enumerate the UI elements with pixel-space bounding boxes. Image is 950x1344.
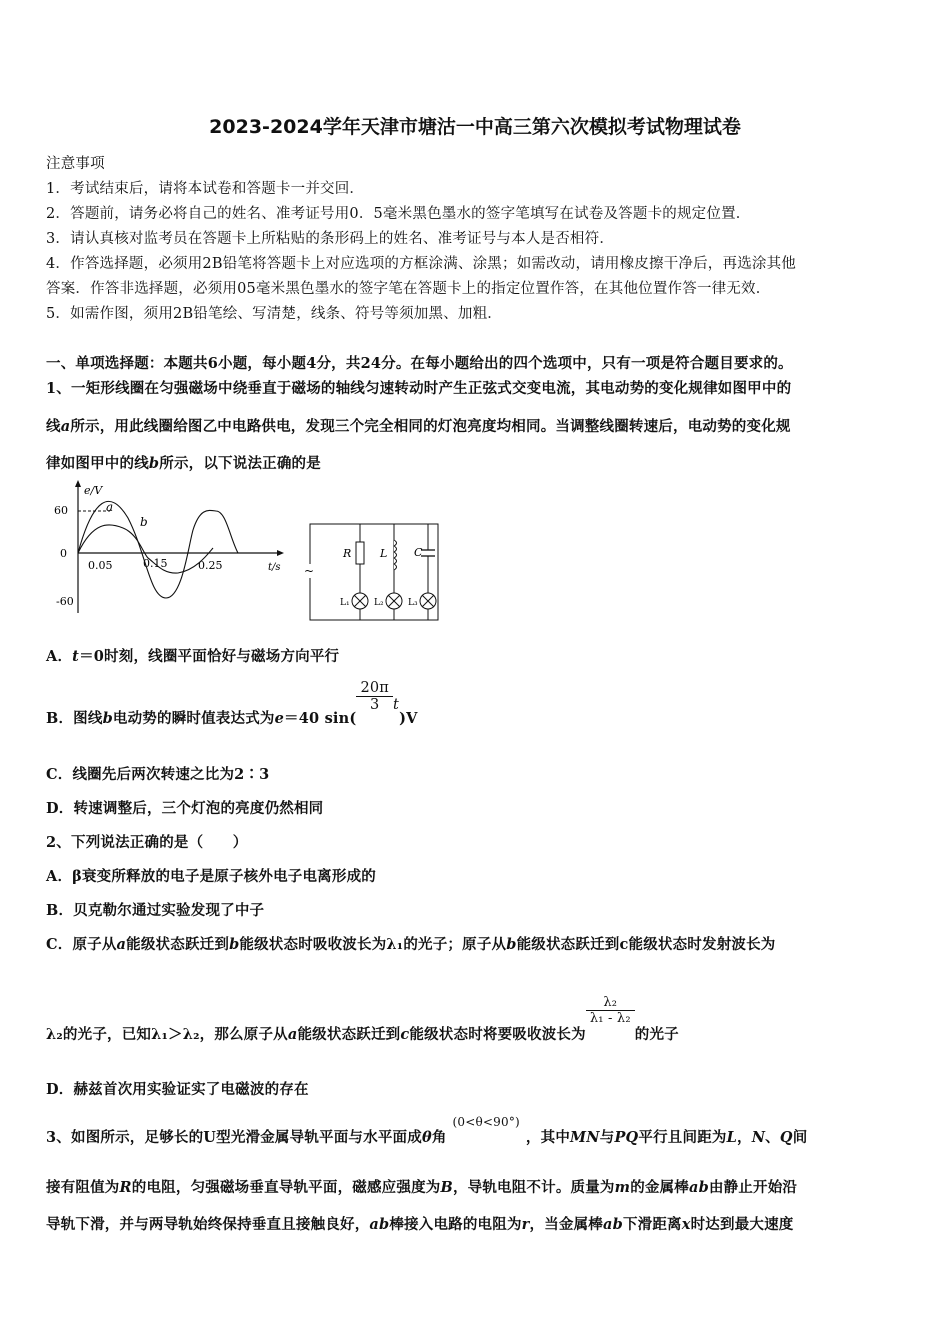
notice-item-2: 2．答题前，请务必将自己的姓名、准考证号用0．5毫米黑色墨水的签字笔填写在试卷及答题卡的规定位置． [46,206,751,222]
inductor-label: L [380,547,388,560]
q2-option-c-line-2: λ₂的光子，已知λ₁＞λ₂，那么原子从a能级状态跃迁到c能级状态时将要吸收波长为 $\frac{\text{λ₂}}{\text{λ₁ - λ₂}}$ 的光子 [46,995,679,1043]
notice-item-4-cont: 答案．作答非选择题，必须用05毫米黑色墨水的签字笔在答题卡上的指定位置作答，在其他位置作答一律无效． [46,281,771,297]
y-tick-60: 60 [54,504,68,517]
q1-line-2: 线a所示，用此线圈给图乙中电路供电，发现三个完全相同的灯泡亮度均相同。当调整线圈转速后，电动势的变化规 [46,418,791,435]
q1-option-c: C．线圈先后两次转速之比为2∶3 [46,766,270,783]
capacitor-gap [422,550,434,556]
notice-item-4: 4．作答选择题，必须用2B铅笔将答题卡上对应选项的方框涂满、涂黑；如需改动，请用橡皮擦干净后，再选涂其他 [46,256,797,272]
q1-line-3: 律如图甲中的线b所示，以下说法正确的是 [46,455,321,472]
notice-item-5: 5．如需作图，须用2B铅笔绘、写清楚，线条、符号等须加黑、加粗． [46,306,503,322]
y-axis-arrow [75,480,81,487]
resistor-label: R [343,547,352,560]
x-tick-025: 0.25 [198,559,223,572]
section-heading: 一、单项选择题：本题共6小题，每小题4分，共24分。在每小题给出的四个选项中，只有一项是符合题目要求的。 [46,355,793,372]
curve-a-label: a [106,500,114,514]
q2-stem: 2、下列说法正确的是（ ） [46,834,248,851]
x-tick-005: 0.05 [88,559,113,572]
q1-option-b: B．图线b电动势的瞬时值表达式为e＝40 sin( $\frac{20\pi}{3}$ t)V [46,680,418,727]
q1-option-a: A．t＝0时刻，线圈平面恰好与磁场方向平行 [46,648,340,665]
y-axis-label: e/V [84,484,103,497]
q2-option-b: B．贝克勒尔通过实验发现了中子 [46,902,265,919]
x-axis-arrow [277,550,284,556]
lamp-2-label: L₂ [374,598,384,608]
q1-option-d: D．转速调整后，三个灯泡的亮度仍然相同 [46,800,324,817]
q1-line-1: 1、一矩形线圈在匀强磁场中绕垂直于磁场的轴线匀速转动时产生正弦式交变电流，其电动势的变化规律如图甲中的 [46,380,792,397]
page-title: 2023-2024学年天津市塘沽一中高三第六次模拟考试物理试卷 [209,116,741,138]
lamp-1-label: L₁ [340,598,350,608]
emf-graph [48,478,298,618]
q2-option-d: D．赫兹首次用实验证实了电磁波的存在 [46,1081,309,1098]
x-tick-015: 0.15 [143,557,168,570]
inductor [394,540,397,570]
q3-line-1: 3、如图所示，足够长的U型光滑金属导轨平面与水平面成θ角(0<θ<90°)，其中MN与PQ平行且间距为L，N、Q间 [46,1115,808,1146]
q2-option-c-line-1: C．原子从a能级状态跃迁到b能级状态时吸收波长为λ₁的光子；原子从b能级状态跃迁到c能级状态时发射波长为 [46,936,776,953]
notice-item-1: 1．考试结束后，请将本试卷和答题卡一并交回． [46,181,365,197]
q2-option-a: A．β衰变所释放的电子是原子核外电子电离形成的 [46,868,376,885]
notice-item-3: 3．请认真核对监考员在答题卡上所粘贴的条形码上的姓名、准考证号与本人是否相符． [46,231,615,247]
ac-source: ~ [304,564,315,578]
resistor [356,542,364,564]
lamp-3-label: L₃ [408,598,418,608]
q3-line-3: 导轨下滑，并与两导轨始终保持垂直且接触良好，ab棒接入电路的电阻为r，当金属棒ab下滑距离x时达到最大速度 [46,1216,794,1233]
notice-heading: 注意事项 [46,156,105,172]
y-tick-neg60: -60 [56,595,74,608]
circuit-diagram [302,516,448,626]
q3-line-2: 接有阻值为R的电阻，匀强磁场垂直导轨平面，磁感应强度为B，导轨电阻不计。质量为m的金属棒ab由静止开始沿 [46,1179,798,1196]
y-tick-0: 0 [60,547,67,560]
x-axis-label: t/s [268,562,281,573]
curve-b-label: b [140,515,148,529]
capacitor-label: C [414,546,423,559]
curve-a [78,501,238,598]
